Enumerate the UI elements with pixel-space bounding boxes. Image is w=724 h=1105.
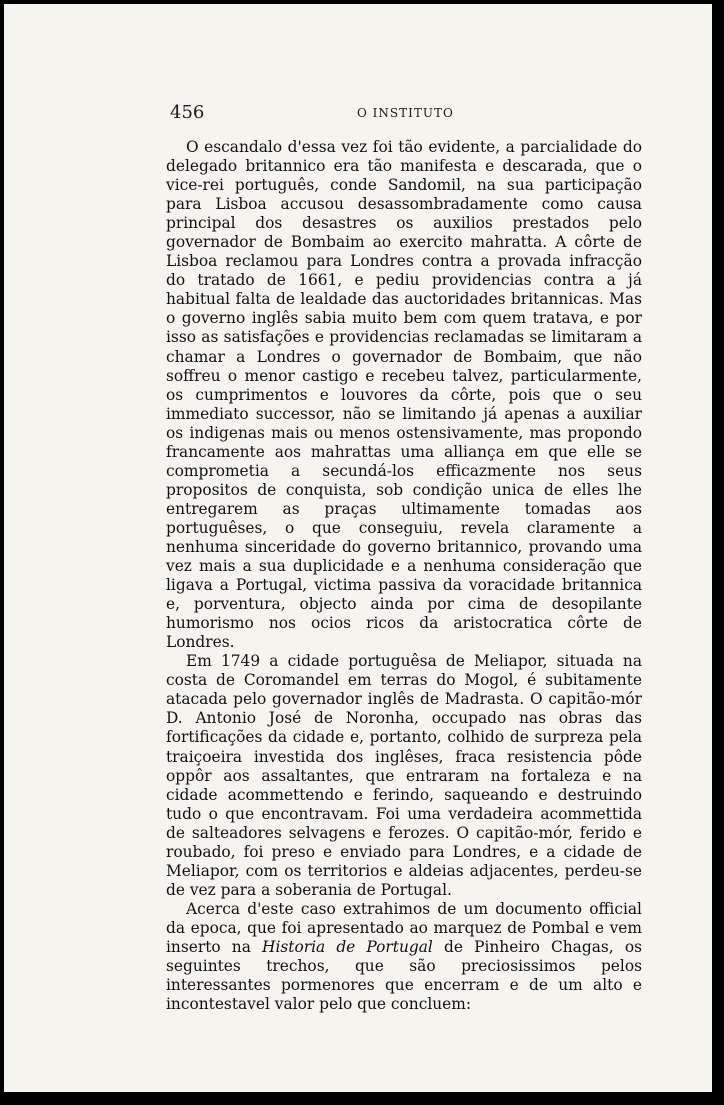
book-title: Historia de Portugal [262, 937, 433, 956]
paragraph-2: Em 1749 a cidade portuguêsa de Meliapor, situada na costa de Coromandel em terras do Mogol, é subitamente atacada pelo governador inglês de Madrasta. O capitão-mór D. Antonio José de Noronha, occupado nas obras das fortificações da cidade e, portanto, colhido de surpreza pela traiçoeira investida dos inglêses, fraca resistencia pôde oppôr aos assaltantes, que entraram na fortaleza e na cidade acommettendo e ferindo, saqueando e destruindo tudo o que encontravam. Foi uma verdadeira acommettida de salteadores selvagens e ferozes. O capitão-mór, ferido e roubado, foi preso e enviado para Londres, e a cidade de Meliapor, com os territorios e aldeias adjacentes, perdeu-se de vez para a soberania de Portugal. [166, 652, 642, 899]
body-text [166, 138, 642, 1014]
document-page [4, 4, 712, 1092]
paragraph-1: O escandalo d'essa vez foi tão evidente, a parcialidade do delegado britannico era tão manifesta e descarada, que o vice-rei português, conde Sandomil, na sua participação para Lisboa accusou desassombradamente como causa principal dos desastres os auxilios prestados pelo governador de Bombaim ao exercito mahratta. A côrte de Lisboa reclamou para Londres contra a provada infracção do tratado de 1661, e pediu providencias contra a já habitual falta de lealdade das auctoridades britannicas. Mas o governo inglês sabia muito bem com quem tratava, e por isso as satisfações e providencias reclamadas se limitaram a chamar a Londres o governador de Bombaim, que não soffreu o menor castigo e recebeu talvez, particularmente, os cumprimentos e louvores da côrte, pois que o seu immediato successor, não se limitando já apenas a auxiliar os indigenas mais ou menos ostensivamente, mas propondo francamente aos mahrattas uma alliança em que elle se comprometia a secundá-los efficazmente nos seus propositos de conquista, sob condição unica de elles lhe entregarem as praças ultimamente tomadas aos portuguêses, o que conseguiu, revela claramente a nenhuma sinceridade do governo britannico, provando uma vez mais a sua duplicidade e a nenhuma consideração que ligava a Portugal, victima passiva da voracidade britannica e, porventura, objecto ainda por cima de desopilante humorismo nos ocios ricos da aristocratica côrte de Londres. [166, 138, 642, 652]
running-title: O INSTITUTO [357, 106, 454, 120]
page-number: 456 [170, 102, 205, 123]
paragraph-3-text-before: Acerca d'este caso extrahimos de um documento official da epoca, que foi apresentado ao marquez de Pombal e vem inserto na [166, 899, 642, 956]
paragraph-3-text-after: de Pinheiro Chagas, os seguintes trechos, que são preciosissimos pelos interessantes pormenores que encerram e de um alto e incontestavel valor pelo que concluem: [166, 937, 642, 1014]
paragraph-3 [166, 900, 642, 1014]
